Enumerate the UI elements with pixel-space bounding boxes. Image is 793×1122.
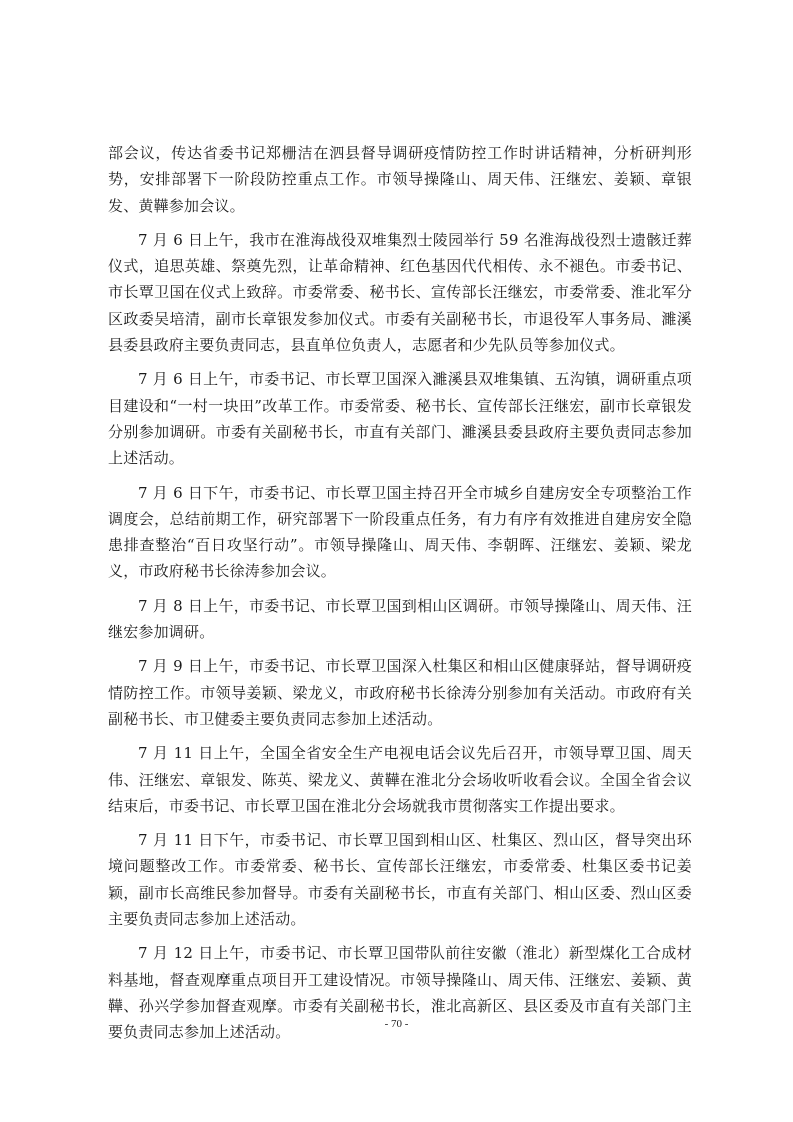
paragraph-7: 7 月 11 日上午，全国全省安全生产电视电话会议先后召开，市领导覃卫国、周天伟、汪继宏、章银发、陈英、梁龙义、黄鞾在淮北分会场收听收看会议。全国全省会议结束后，市委书记、市长覃卫国在淮北分会场就我市贯彻落实工作提出要求。 [108, 744, 692, 815]
paragraph-6: 7 月 9 日上午，市委书记、市长覃卫国深入杜集区和相山区健康驿站，督导调研疫情防控工作。市领导姜颖、梁龙义，市政府秘书长徐涛分别参加有关活动。市政府有关副秘书长、市卫健委主要负责同志参加上述活动。 [108, 657, 692, 728]
paragraph-3: 7 月 6 日上午，市委书记、市长覃卫国深入濉溪县双堆集镇、五沟镇，调研重点项目建设和“一村一块田”改革工作。市委常委、秘书长、宣传部长汪继宏，副市长章银发分别参加调研。市委有关副秘书长，市直有关部门、濉溪县委县政府主要负责同志参加上述活动。 [108, 370, 692, 468]
paragraph-9: 7 月 12 日上午，市委书记、市长覃卫国带队前往安徽（淮北）新型煤化工合成材料基地，督查观摩重点项目开工建设情况。市领导操隆山、周天伟、汪继宏、姜颖、黄鞾、孙兴学参加督查观摩。市委有关副秘书长，淮北高新区、县区委及市直有关部门主要负责同志参加上述活动。 [108, 944, 692, 1042]
paragraph-2: 7 月 6 日上午，我市在淮海战役双堆集烈士陵园举行 59 名淮海战役烈士遗骸迁葬仪式，追思英雄、祭奠先烈，让革命精神、红色基因代代相传、永不褪色。市委书记、市长覃卫国在仪式上致辞。市委常委、秘书长、宣传部长汪继宏，市委常委、淮北军分区政委吴培清，副市长章银发参加仪式。市委有关副秘书长，市退役军人事务局、濉溪县委县政府主要负责同志，县直单位负责人，志愿者和少先队员等参加仪式。 [108, 230, 692, 355]
paragraph-5: 7 月 8 日上午，市委书记、市长覃卫国到相山区调研。市领导操隆山、周天伟、汪继宏参加调研。 [108, 596, 692, 642]
paragraph-4: 7 月 6 日下午，市委书记、市长覃卫国主持召开全市城乡自建房安全专项整治工作调度会，总结前期工作，研究部署下一阶段重点任务，有力有序有效推进自建房安全隐患排查整治“百日攻坚行动”。市领导操隆山、周天伟、李朝晖、汪继宏、姜颖、梁龙义，市政府秘书长徐涛参加会议。 [108, 483, 692, 581]
page-number: - 70 - [384, 1018, 409, 1030]
document-body [108, 140, 692, 1054]
paragraph-1: 部会议，传达省委书记郑栅洁在泗县督导调研疫情防控工作时讲话精神，分析研判形势，安排部署下一阶段防控重点工作。市领导操隆山、周天伟、汪继宏、姜颖、章银发、黄鞾参加会议。 [108, 144, 692, 215]
paragraph-8: 7 月 11 日下午，市委书记、市长覃卫国到相山区、杜集区、烈山区，督导突出环境问题整改工作。市委常委、秘书长、宣传部长汪继宏，市委常委、杜集区委书记姜颖，副市长高维民参加督导。市委有关副秘书长，市直有关部门、相山区委、烈山区委主要负责同志参加上述活动。 [108, 831, 692, 929]
